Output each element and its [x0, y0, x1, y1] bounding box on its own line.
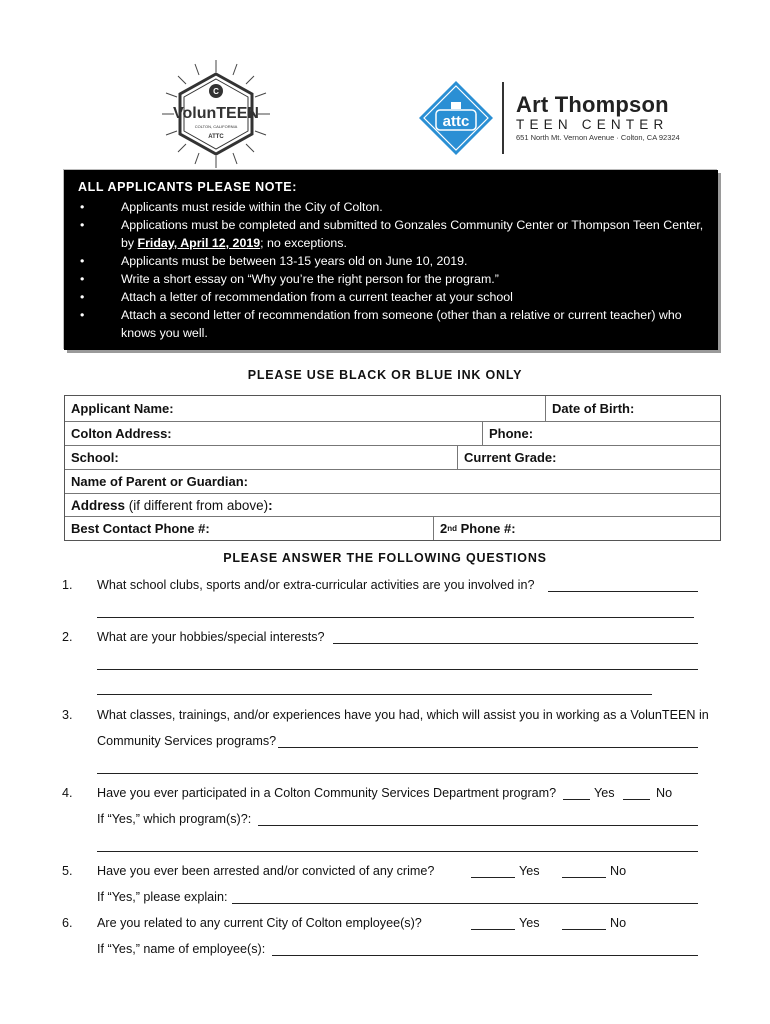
- q6-yes-label: Yes: [519, 916, 540, 930]
- row-school-grade: [65, 446, 720, 470]
- question-number: 3.: [62, 708, 73, 722]
- notice-item: • Applicants must reside within the City of Colton.: [80, 200, 383, 214]
- org-address: 651 North Mt. Vernon Avenue · Colton, CA 92324: [516, 133, 680, 142]
- answer-2-line[interactable]: [333, 643, 698, 644]
- q4-no-blank[interactable]: [623, 799, 650, 800]
- notice-item: • Applications must be completed and submitted to Gonzales Community Center or Thompson Teen Center, by Friday, April 12, 2019; no exceptions.: [80, 218, 704, 250]
- bullet-icon: •: [80, 218, 85, 232]
- second-phone-field[interactable]: 2 nd Phone #:: [433, 517, 720, 540]
- colton-address-field[interactable]: Colton Address:: [71, 426, 172, 441]
- row-address: [65, 494, 720, 517]
- grade-field[interactable]: Current Grade:: [457, 446, 720, 469]
- alt-address-field[interactable]: Address (if different from above) :: [71, 497, 273, 513]
- bullet-icon: •: [80, 290, 85, 304]
- logo-divider: [502, 82, 504, 154]
- applicant-info-table: [64, 395, 721, 541]
- q6-no-blank[interactable]: [562, 929, 606, 930]
- contact-phone-field[interactable]: Best Contact Phone #:: [71, 521, 210, 536]
- notice-title: ALL APPLICANTS PLEASE NOTE:: [78, 180, 297, 194]
- answer-1-line[interactable]: [97, 617, 694, 618]
- svg-text:C: C: [213, 87, 219, 96]
- volunteen-logo: [160, 58, 272, 170]
- applicant-notice-box: [64, 170, 718, 350]
- answer-4-line[interactable]: [97, 851, 698, 852]
- question-4-text: Have you ever participated in a Colton Community Services Department program?: [97, 786, 557, 800]
- row-parent: [65, 470, 720, 494]
- question-2-text: What are your hobbies/special interests?: [97, 630, 325, 644]
- row-name-dob: [65, 396, 720, 422]
- svg-text:COLTON, CALIFORNIA: COLTON, CALIFORNIA: [194, 124, 238, 129]
- question-number: 5.: [62, 864, 73, 878]
- answer-2-line[interactable]: [97, 694, 652, 695]
- answer-3-line[interactable]: [278, 747, 698, 748]
- answer-6-line[interactable]: [272, 955, 698, 956]
- question-3-text: What classes, trainings, and/or experiences have you had, which will assist you in working as a VolunTEEN in: [97, 708, 709, 722]
- school-field[interactable]: School:: [71, 450, 119, 465]
- notice-item: • Attach a second letter of recommendation from someone (other than a relative or current teacher) who knows you well.: [80, 308, 682, 340]
- answer-5-line[interactable]: [232, 903, 698, 904]
- dob-field[interactable]: Date of Birth:: [545, 396, 720, 421]
- row-address-phone: [65, 422, 720, 446]
- bullet-icon: •: [80, 200, 85, 214]
- attc-logo: [418, 80, 494, 156]
- question-number: 4.: [62, 786, 73, 800]
- q5-yes-label: Yes: [519, 864, 540, 878]
- svg-text:attc: attc: [442, 113, 470, 130]
- q6-yes-blank[interactable]: [471, 929, 515, 930]
- deadline-date: Friday, April 12, 2019: [137, 236, 261, 250]
- question-number: 6.: [62, 916, 73, 930]
- svg-text:ATTC: ATTC: [208, 134, 224, 140]
- q4-yes-label: Yes: [594, 786, 615, 800]
- c-badge-icon: [451, 102, 461, 109]
- row-phones: [65, 517, 720, 540]
- q6-no-label: No: [610, 916, 627, 930]
- q5-yes-blank[interactable]: [471, 877, 515, 878]
- question-6-text: Are you related to any current City of Colton employee(s)?: [97, 916, 422, 930]
- q4-no-label: No: [656, 786, 673, 800]
- q5-followup-text: If “Yes,” please explain:: [97, 890, 228, 904]
- applicant-name-field[interactable]: Applicant Name:: [71, 401, 174, 416]
- org-name: Art Thompson: [516, 92, 669, 117]
- bullet-icon: •: [80, 254, 85, 268]
- answer-2-line[interactable]: [97, 669, 698, 670]
- notice-item: • Applicants must be between 13-15 years old on June 10, 2019.: [80, 254, 468, 268]
- questions-heading: PLEASE ANSWER THE FOLLOWING QUESTIONS: [223, 551, 547, 565]
- q5-no-blank[interactable]: [562, 877, 606, 878]
- org-subtitle: TEEN CENTER: [516, 117, 669, 132]
- bullet-icon: •: [80, 272, 85, 286]
- q4-yes-blank[interactable]: [563, 799, 590, 800]
- svg-text:VolunTEEN: VolunTEEN: [173, 105, 259, 122]
- notice-list: [78, 198, 708, 342]
- question-1-text: What school clubs, sports and/or extra-curricular activities are you involved in?: [97, 578, 535, 592]
- answer-3-line[interactable]: [97, 773, 698, 774]
- q4-followup-text: If “Yes,” which program(s)?:: [97, 812, 252, 826]
- phone-field[interactable]: Phone:: [482, 422, 720, 445]
- bullet-icon: •: [80, 308, 85, 322]
- answer-1-line[interactable]: [548, 591, 698, 592]
- question-number: 2.: [62, 630, 73, 644]
- q5-no-label: No: [610, 864, 627, 878]
- question-5-text: Have you ever been arrested and/or convicted of any crime?: [97, 864, 435, 878]
- answer-4-line[interactable]: [258, 825, 698, 826]
- notice-item: • Attach a letter of recommendation from a current teacher at your school: [80, 290, 513, 304]
- q6-followup-text: If “Yes,” name of employee(s):: [97, 942, 266, 956]
- parent-name-field[interactable]: Name of Parent or Guardian:: [71, 474, 248, 489]
- notice-item: • Write a short essay on “Why you’re the right person for the program.”: [80, 272, 499, 286]
- question-3-text-cont: Community Services programs?: [97, 734, 277, 748]
- question-number: 1.: [62, 578, 73, 592]
- ink-instruction: PLEASE USE BLACK OR BLUE INK ONLY: [247, 368, 523, 382]
